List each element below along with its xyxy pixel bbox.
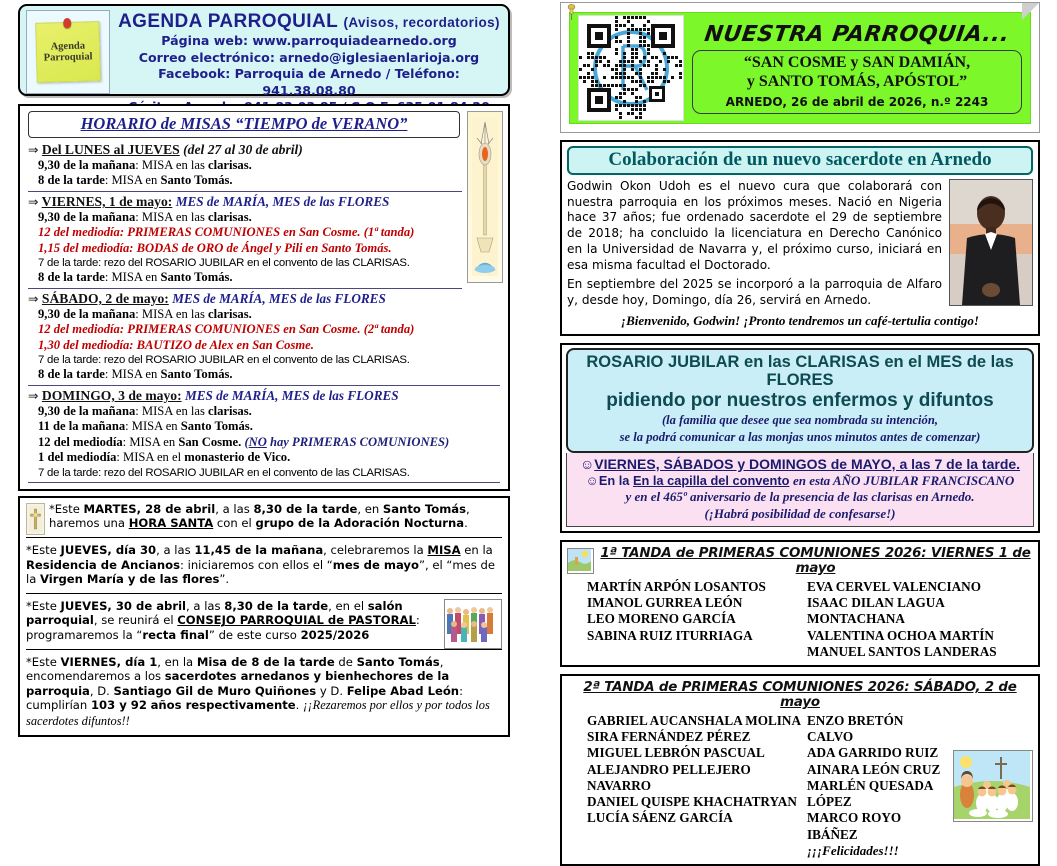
logo-line1: Agenda: [50, 40, 86, 53]
event-time: 9,30 de la mañana: [38, 158, 136, 172]
event-time: 11 de la mañana: [38, 419, 126, 434]
page-curl-icon: [1022, 3, 1039, 20]
communicant-name: MARTÍN ARPÓN LOSANTOS: [587, 578, 766, 594]
schedule-day-heading: [28, 388, 500, 404]
communicant-name: LEO MORENO GARCÍA: [587, 611, 736, 627]
day-name: SÁBADO, 2 de mayo:: [41, 290, 169, 306]
schedule-divider: [28, 385, 500, 386]
announcement-text: *Este JUEVES, día 30, a las 11,45 de la mañana, celebraremos la MISA en la Residencia de Ancianos: iniciaremos con ellos el “mes de mayo”, el “mes de la Virgen María y de las flores”.: [26, 543, 496, 587]
note-divider: [26, 649, 502, 650]
announcement-text: *Este VIERNES, día 1, en la Misa de 8 de la tarde de Santo Tomás, encomendaremos a los sacerdotes arnedanos y bienhechores de la parroquia, D. Santiago Gil de Muro Quiñones y D. Felipe Abad León: cumplirían 103 y 92 años respectivamente. ¡¡Rezaremos por ellos y por todos los sacerdotes difuntos!!: [26, 654, 490, 728]
new-priest-title: Colaboración de un nuevo sacerdote en Arnedo: [567, 146, 1033, 175]
tanda1-column-a: [567, 579, 807, 660]
tanda2-column-b: [807, 713, 949, 859]
banner-paper: [560, 2, 1040, 133]
qr-code-icon: [579, 16, 683, 120]
event-time: 12 del mediodía: [38, 434, 123, 449]
event-place: Santo Tomás.: [160, 367, 233, 382]
event-place: Santo Tomás.: [160, 270, 233, 285]
communicant-name: GABRIEL AUCANSHALA MOLINA: [587, 712, 801, 728]
announcement-text: *Este JUEVES, 30 de abril, a las 8,30 de la tarde, en el salón parroquial, se reunirá el CONSEJO PARROQUIAL de PASTORAL: programaremos la “recta final” de este curso 2025/2026: [26, 598, 420, 642]
smiley-icon-2: ☺: [585, 473, 599, 489]
rosary-when: VIERNES, SÁBADOS y DOMINGOS de MAYO, a las 7 de la tarde.: [594, 455, 1021, 472]
banner-title: NUESTRA PARROQUIA...: [702, 22, 1012, 48]
cross-icon: [26, 503, 45, 535]
event-time: 1 del mediodía: [38, 450, 117, 465]
schedule-event: 9,30 de la mañana: MISA en las clarisas.: [38, 403, 252, 418]
header-title: AGENDA PARROQUIAL: [118, 11, 338, 32]
announcement-list: [26, 502, 502, 730]
schedule-event: 7 de la tarde: rezo del ROSARIO JUBILAR en el convento de las CLARISAS.: [38, 257, 410, 270]
chalice-icon: [568, 549, 591, 571]
event-time: 9,30 de la mañana: [38, 209, 136, 224]
new-priest-body: [567, 179, 1033, 309]
schedule-event: 8 de la tarde: MISA en Santo Tomás.: [38, 270, 233, 285]
day-dates: (del 27 al 30 de abril): [183, 142, 303, 157]
event-place: monasterio de Vico.: [184, 450, 291, 465]
rosary-line2: pidiendo por nuestros enfermos y difuntos: [606, 389, 994, 411]
schedule-day-heading: [28, 194, 462, 210]
pushpin-icon: [566, 4, 577, 20]
schedule-event: 1,30 del mediodía: BAUTIZO de Alex en San Cosme.: [38, 337, 314, 352]
day-name: DOMINGO, 3 de mayo:: [41, 387, 182, 403]
communicant-name: VALENTINA OCHOA MARTÍN: [807, 627, 994, 643]
schedule-event: 1,15 del mediodía: BODAS de ORO de Ángel y Pili en Santo Tomás.: [38, 240, 392, 255]
first-communion-image: [953, 750, 1033, 822]
event-place: San Cosme.: [178, 434, 242, 449]
banner-sub-line1: “SAN COSME y SAN DAMIÁN,: [743, 54, 971, 72]
arrow-icon: ⇒: [28, 142, 39, 157]
day-season: MES de MARÍA, MES de las FLORES: [172, 290, 386, 306]
schedule-event: 12 del mediodía: MISA en San Cosme. (NO hay PRIMERAS COMUNIONES): [38, 434, 450, 449]
rosary-where-a: En la capilla del convento: [632, 473, 790, 489]
congrats-text: ¡¡¡Felicidades!!!: [807, 842, 899, 858]
communicant-name: MARLÉN QUESADA LÓPEZ: [807, 777, 933, 810]
schedule-day: [28, 194, 462, 286]
schedule-event: 7 de la tarde: rezo del ROSARIO JUBILAR en el convento de las CLARISAS.: [38, 466, 410, 479]
rosary-confess: (¡Habrá posibilidad de confesarse!): [704, 505, 896, 521]
communicant-name: ENZO BRETÓN CALVO: [807, 712, 904, 745]
communicant-name: ADA GARRIDO RUIZ: [807, 745, 939, 761]
schedule-title: HORARIO de MISAS “TIEMPO de VERANO”: [80, 114, 408, 133]
tanda1-column-b: [807, 579, 1033, 660]
tanda2-box: [560, 674, 1040, 866]
people-icon: [444, 599, 502, 649]
banner-subtitle-box: [692, 50, 1022, 113]
schedule-divider: [28, 191, 462, 192]
rosary-header: [566, 348, 1034, 453]
communicant-name: AINARA LEÓN CRUZ: [807, 761, 941, 777]
rosary-note2: se la podrá comunicar a las monjas unos minutos antes de comenzar): [619, 430, 981, 445]
announcement-item: [26, 502, 502, 531]
header-email: Correo electrónico: arnedo@iglesiaenlarioja.org: [138, 49, 480, 65]
banner-date: ARNEDO, 26 de abril de 2026, n.º 2243: [725, 94, 989, 109]
schedule-title-box: [28, 111, 460, 138]
logo-line2: Parroquial: [43, 51, 93, 64]
qr-code-image: [578, 15, 684, 121]
priest-paragraph-1: Godwin Okon Udoh es el nuevo cura que colaborará con nuestra parroquia en los próximos meses. Nació en Nigeria hace 37 años; fue ordenado sacerdote el 29 de septiembre de 2018; ha concluido la licenciatura en Derecho Canónico en la Universidad de Navarra y, el próximo curso, iniciará en esa misma facultad el Doctorado.: [567, 179, 942, 272]
rosary-where-b: en esta AÑO JUBILAR FRANCISCANO: [792, 473, 1015, 489]
communicant-name: MARCO ROYO IBÁÑEZ: [807, 810, 902, 842]
arrow-icon: ⇒: [28, 290, 39, 306]
note-divider: [26, 593, 502, 594]
communicant-name: SABINA RUIZ ITURRIAGA: [587, 627, 753, 643]
tanda1-title: 1ª TANDA de PRIMERAS COMUNIONES 2026: VIERNES 1 de mayo: [600, 545, 1031, 576]
schedule-divider: [28, 288, 462, 289]
event-place: clarisas.: [208, 306, 252, 321]
monstrance-image: [467, 111, 503, 283]
priest-paragraph-2: En septiembre del 2025 se incorporó a la parroquia de Alfaro y, desde hoy, Domingo, día 26, servirá en Arnedo.: [567, 277, 942, 308]
header-facebook: Facebook: Parroquia de Arnedo / Teléfono: 941.38.08.80: [158, 66, 460, 98]
arrow-icon: ⇒: [28, 193, 39, 209]
announcement-item: [26, 599, 502, 643]
schedule-event: 12 del mediodía: PRIMERAS COMUNIONES en San Cosme. (1ª tanda): [38, 225, 415, 240]
rosary-note1: (la familia que desee que sea nombrada su intención,: [661, 413, 939, 428]
parish-banner: [569, 12, 1031, 124]
header-title-row: [116, 11, 502, 33]
communicant-name: LUCÍA SÁENZ GARCÍA: [587, 810, 733, 826]
schedule-event: 1 del mediodía: MISA en el monasterio de Vico.: [38, 450, 291, 465]
banner-text: [692, 22, 1022, 113]
schedule-day-heading: [28, 142, 462, 158]
pin-icon: [63, 18, 71, 28]
schedule-event: 8 de la tarde: MISA en Santo Tomás.: [38, 367, 233, 382]
header-text: [116, 10, 502, 116]
arrow-icon: ⇒: [28, 387, 39, 403]
event-place: Santo Tomás.: [160, 173, 233, 188]
event-time: 8 de la tarde: [38, 173, 105, 188]
rosary-where-c: y en el 465º aniversario de la presencia de las clarisas en Arnedo.: [625, 489, 975, 505]
announcements-box: [18, 496, 510, 737]
communicant-name: IMANOL GURREA LEÓN: [587, 595, 743, 611]
day-name: Del LUNES al JUEVES: [41, 142, 180, 157]
rosary-where-row: [572, 473, 1028, 489]
tanda2-names: [567, 713, 1033, 859]
schedule-days: [26, 142, 502, 483]
announcement-text: *Este MARTES, 28 de abril, a las 8,30 de la tarde, en Santo Tomás, haremos una HORA SANTA con el grupo de la Adoración Nocturna.: [49, 501, 470, 531]
jesus-children-icon: [954, 751, 1030, 819]
priest-photo: [949, 179, 1033, 306]
tanda1-names: [567, 579, 1033, 660]
banner-sub-line2: y SANTO TOMÁS, APÓSTOL”: [746, 73, 968, 90]
communicant-name: MIGUEL LEBRÓN PASCUAL: [587, 745, 765, 761]
schedule-event: 8 de la tarde: MISA en Santo Tomás.: [38, 173, 233, 188]
communicant-name: ALEJANDRO PELLEJERO NAVARRO: [587, 761, 751, 793]
sticky-note-icon: [35, 21, 101, 83]
communicant-name: MANUEL SANTOS LANDERAS: [807, 643, 997, 659]
schedule-day: [28, 291, 462, 383]
header-web: Página web: www.parroquiadearnedo.org: [161, 33, 457, 48]
schedule-event: 11 de la mañana: MISA en Santo Tomás.: [38, 419, 253, 434]
schedule-event: 9,30 de la mañana: MISA en las clarisas.: [38, 306, 252, 321]
day-season: MES de MARÍA, MES de las FLORES: [185, 387, 399, 403]
event-time: 9,30 de la mañana: [38, 306, 136, 321]
left-column: [18, 4, 510, 737]
schedule-event: 9,30 de la mañana: MISA en las clarisas.: [38, 209, 252, 224]
rosary-box: [560, 343, 1040, 533]
new-priest-box: [560, 140, 1040, 336]
event-place: clarisas.: [208, 209, 252, 224]
tanda1-header: [567, 546, 1033, 576]
tanda2-title: 2ª TANDA de PRIMERAS COMUNIONES 2026: SÁBADO, 2 de mayo: [583, 679, 1017, 710]
priest-portrait-icon: [950, 180, 1032, 305]
rosary-where-prefix: En la: [598, 473, 633, 489]
rosary-details: [566, 453, 1034, 527]
event-note: (NO hay PRIMERAS COMUNIONES): [244, 434, 450, 449]
schedule-day: [28, 142, 462, 189]
note-divider: [26, 537, 502, 538]
rosary-line1: ROSARIO JUBILAR en las CLARISAS en el MES de las FLORES: [586, 352, 1014, 390]
schedule-event: 7 de la tarde: rezo del ROSARIO JUBILAR en el convento de las CLARISAS.: [38, 354, 410, 367]
priest-welcome: ¡Bienvenido, Godwin! ¡Pronto tendremos un café-tertulia contigo!: [621, 312, 979, 328]
monstrance-icon: [472, 118, 498, 276]
communicant-name: SIRA FERNÁNDEZ PÉREZ: [587, 729, 751, 745]
bulletin-header: [18, 4, 510, 96]
communicant-name: EVA CERVEL VALENCIANO: [807, 578, 981, 594]
communicant-name: DANIEL QUISPE KHACHATRYAN: [587, 794, 797, 810]
tanda2-column-a: [567, 713, 807, 859]
agenda-logo: [26, 10, 110, 94]
mass-schedule-box: [18, 104, 510, 491]
right-column: [560, 2, 1040, 866]
communicant-name: ISAAC DILAN LAGUA MONTACHANA: [807, 595, 945, 627]
header-title-sub: (Avisos, recordatorios): [343, 15, 500, 30]
event-place: Santo Tomás.: [180, 419, 253, 434]
event-place: clarisas.: [208, 158, 252, 172]
event-place: clarisas.: [208, 403, 252, 418]
day-season: MES de MARÍA, MES de las FLORES: [175, 193, 390, 209]
schedule-event: 12 del mediodía: PRIMERAS COMUNIONES en San Cosme. (2ª tanda): [38, 322, 415, 337]
schedule-event: 9,30 de la mañana: MISA en las clarisas.: [38, 158, 252, 172]
event-time: 8 de la tarde: [38, 367, 105, 382]
announcement-item: [26, 543, 502, 587]
rosary-when-row: [572, 456, 1028, 474]
event-time: 9,30 de la mañana: [38, 403, 136, 418]
schedule-divider: [28, 482, 500, 483]
smiley-icon-1: ☺: [579, 455, 595, 472]
announcement-item: [26, 655, 502, 730]
event-time: 8 de la tarde: [38, 270, 105, 285]
tanda1-box: [560, 540, 1040, 667]
schedule-day-heading: [28, 291, 462, 307]
communion-icon-1: [567, 548, 594, 574]
schedule-day: [28, 388, 500, 480]
day-name: VIERNES, 1 de mayo:: [41, 193, 173, 209]
